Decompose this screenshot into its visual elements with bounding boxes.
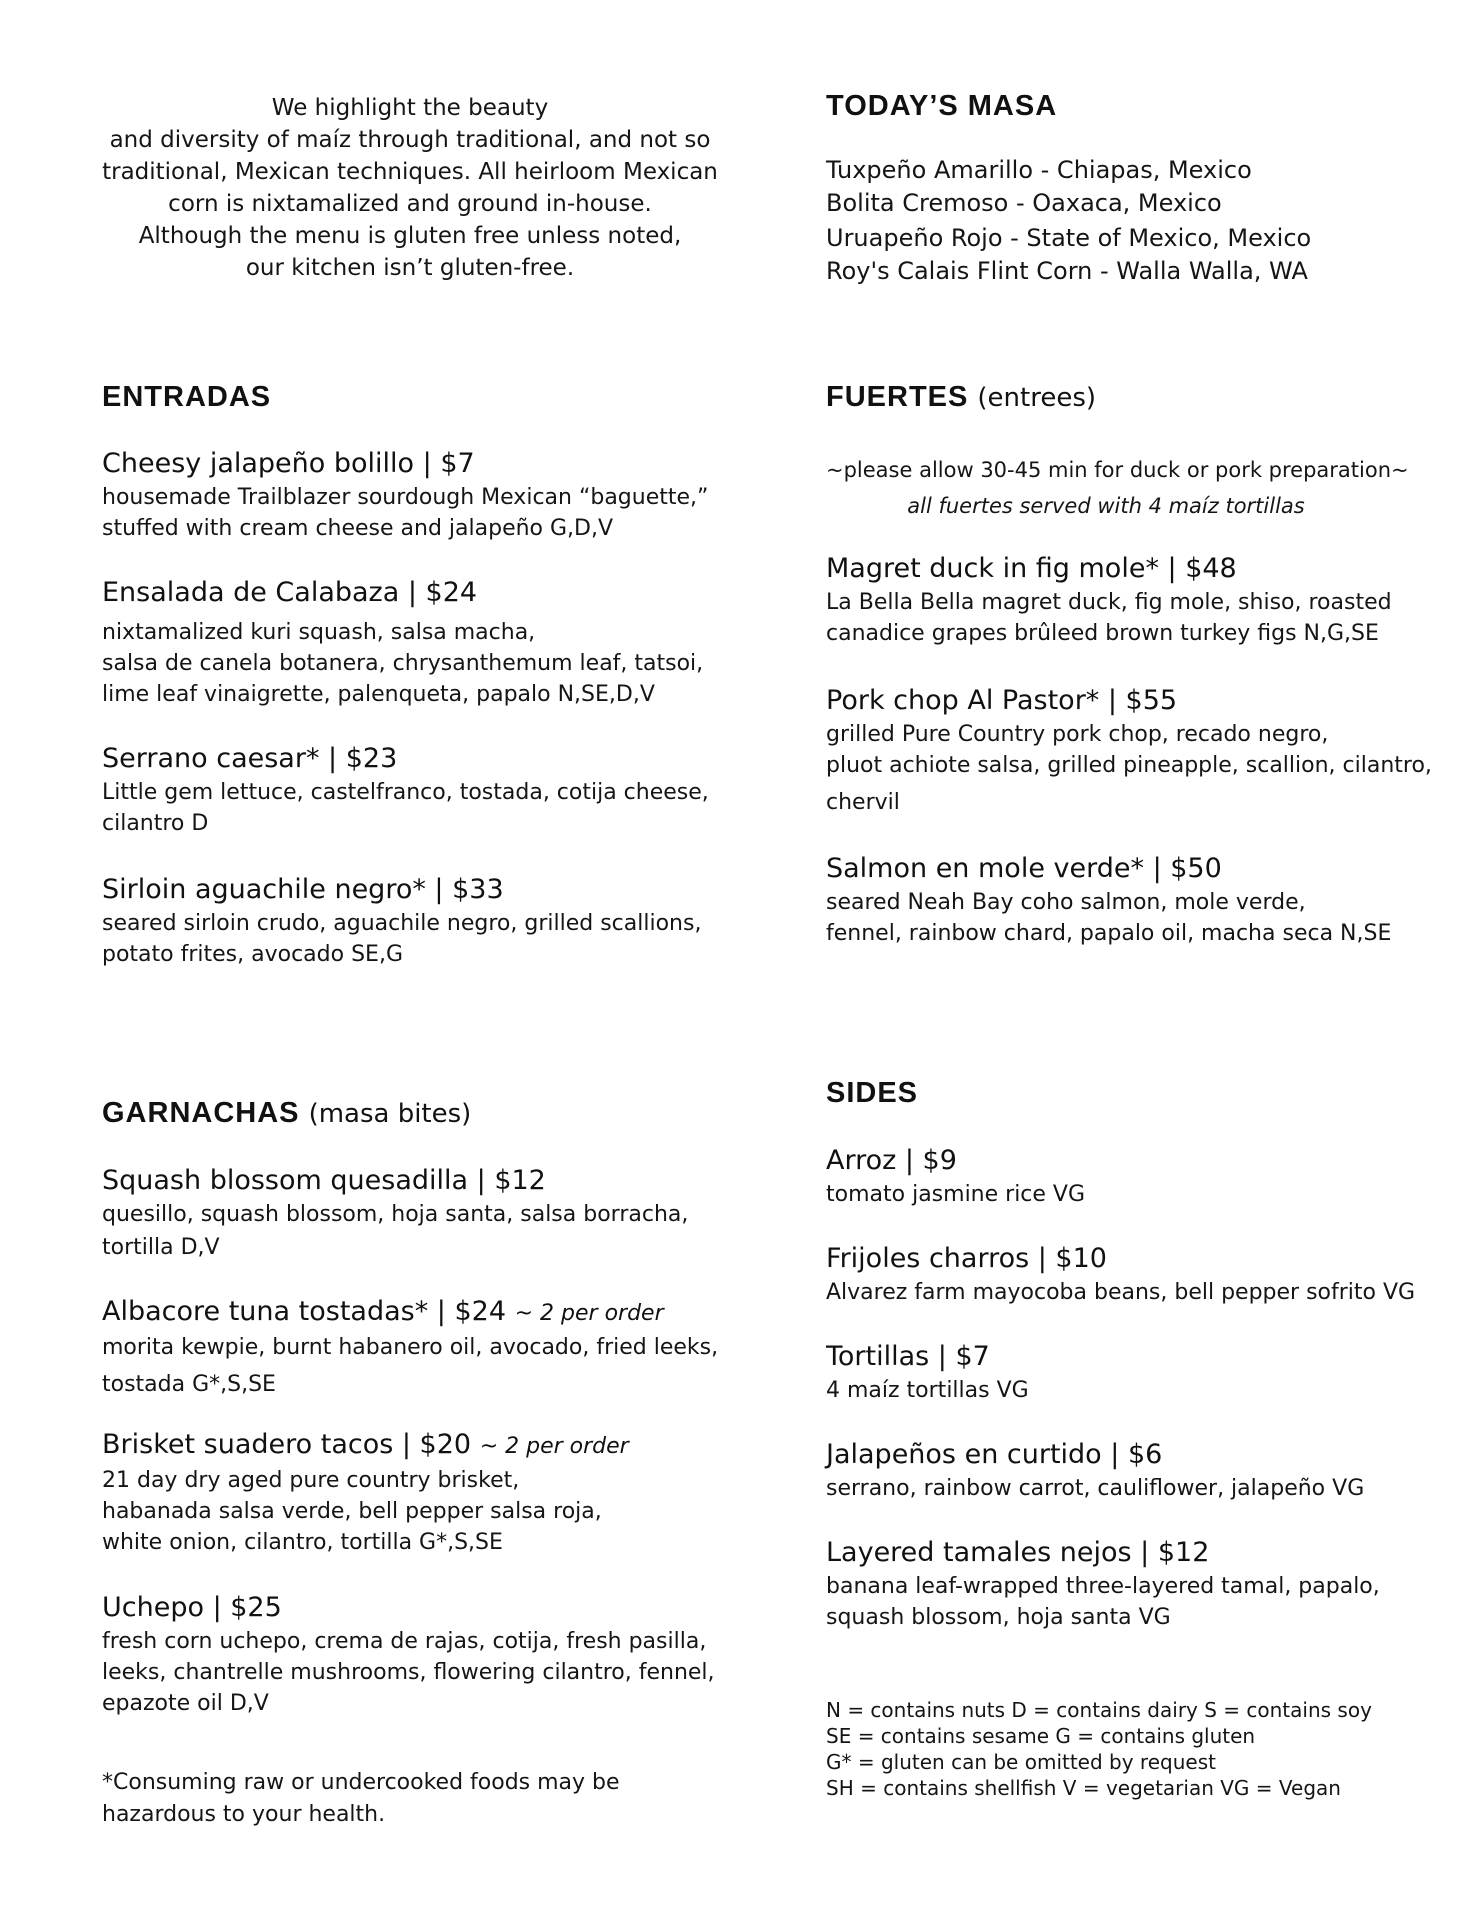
garnachas-subheading: (masa bites) — [308, 1099, 472, 1129]
masa-item: Bolita Cremoso - Oaxaca, Mexico — [826, 189, 1222, 217]
menu-item-desc — [102, 1626, 715, 1719]
menu-item — [102, 446, 708, 544]
entradas-heading: ENTRADAS — [102, 381, 272, 413]
menu-item-title: Tortillas | $7 — [826, 1341, 990, 1372]
disclaimer — [102, 1767, 620, 1831]
fuertes-note-italic: all fuertes served with 4 maíz tortillas — [907, 494, 1305, 518]
intro-line: traditional, Mexican techniques. All heirloom Mexican — [102, 159, 718, 185]
menu-item-desc — [102, 777, 709, 839]
menu-item-desc — [826, 587, 1392, 649]
desc-line: tortilla D,V — [102, 1235, 220, 1260]
menu-item — [826, 1143, 1085, 1210]
menu-item — [826, 1437, 1364, 1504]
menu-item-title-text: Albacore tuna tostadas* | $24 — [102, 1296, 507, 1327]
menu-item-title: Jalapeños en curtido | $6 — [826, 1439, 1163, 1470]
menu-item — [826, 551, 1392, 649]
legend-line: SH = contains shellfish V = vegetarian VG = Vegan — [826, 1776, 1341, 1800]
menu-item — [826, 683, 1432, 818]
menu-item-desc — [826, 1179, 1085, 1210]
menu-item-desc — [102, 1332, 718, 1400]
menu-item-note: ~ 2 per order — [479, 1434, 629, 1459]
desc-line: banana leaf-wrapped three-layered tamal, papalo, — [826, 1574, 1380, 1599]
desc-line: tomato jasmine rice VG — [826, 1182, 1086, 1207]
menu-item-desc — [826, 719, 1432, 818]
menu-item-note: ~ 2 per order — [514, 1301, 664, 1326]
desc-line: quesillo, squash blossom, hoja santa, salsa borracha, — [102, 1202, 689, 1227]
menu-item-title — [102, 1590, 715, 1626]
desc-line: habanada salsa verde, bell pepper salsa roja, — [102, 1499, 602, 1524]
fuertes-heading — [826, 381, 1096, 414]
menu-item-desc — [826, 887, 1391, 949]
desc-line: fennel, rainbow chard, papalo oil, macha seca N,SE — [826, 921, 1392, 946]
menu-item-title: Pork chop Al Pastor* | $55 — [826, 685, 1178, 716]
menu-item — [102, 1163, 688, 1263]
fuertes-subheading: (entrees) — [977, 383, 1097, 413]
menu-item-desc — [826, 1473, 1364, 1504]
legend-line: SE = contains sesame G = contains gluten — [826, 1724, 1256, 1748]
menu-item-desc — [102, 482, 708, 544]
masa-item: Roy's Calais Flint Corn - Walla Walla, WA — [826, 257, 1308, 285]
menu-item — [102, 1294, 718, 1400]
intro-line: We highlight the beauty — [271, 95, 549, 121]
desc-line: canadice grapes brûleed brown turkey figs N,G,SE — [826, 621, 1379, 646]
menu-item-title-text: Uchepo | $25 — [102, 1592, 282, 1623]
intro-line: Although the menu is gluten free unless noted, — [138, 223, 682, 249]
menu-item-title: Arroz | $9 — [826, 1145, 957, 1176]
desc-line: seared sirloin crudo, aguachile negro, grilled scallions, — [102, 911, 702, 936]
desc-line: morita kewpie, burnt habanero oil, avocado, fried leeks, — [102, 1335, 719, 1360]
disclaimer-line: hazardous to your health. — [102, 1802, 386, 1827]
intro-line: and diversity of maíz through traditional, and not so — [109, 127, 711, 153]
menu-item-title: Salmon en mole verde* | $50 — [826, 853, 1222, 884]
intro-line: our kitchen isn’t gluten-free. — [245, 255, 575, 281]
menu-item — [826, 1339, 1029, 1406]
menu-item — [102, 872, 701, 970]
masa-item: Tuxpeño Amarillo - Chiapas, Mexico — [826, 156, 1252, 184]
legend-line: G* = gluten can be omitted by request — [826, 1750, 1216, 1774]
desc-line: grilled Pure Country pork chop, recado negro, — [826, 722, 1329, 747]
menu-item-title: Serrano caesar* | $23 — [102, 743, 398, 774]
fuertes-heading-text: FUERTES — [826, 381, 969, 413]
masa-heading: TODAY’S MASA — [826, 90, 1058, 122]
desc-line: chervil — [826, 790, 900, 815]
desc-line: fresh corn uchepo, crema de rajas, cotija, fresh pasilla, — [102, 1629, 707, 1654]
desc-line: 21 day dry aged pure country brisket, — [102, 1468, 520, 1493]
disclaimer-line: *Consuming raw or undercooked foods may be — [102, 1770, 620, 1795]
menu-item — [826, 1241, 1415, 1308]
menu-item-desc — [102, 1199, 688, 1263]
menu-item-desc — [826, 1277, 1415, 1308]
desc-line: tostada G*,S,SE — [102, 1372, 276, 1397]
menu-item-desc — [826, 1571, 1380, 1633]
intro-line: corn is nixtamalized and ground in-house. — [168, 191, 652, 217]
intro-text — [90, 92, 730, 284]
menu-item — [102, 1590, 715, 1719]
desc-line: Alvarez farm mayocoba beans, bell pepper sofrito VG — [826, 1280, 1416, 1305]
legend-line: N = contains nuts D = contains dairy S = contains soy — [826, 1698, 1372, 1722]
menu-item — [102, 1427, 629, 1558]
menu-item-title: Sirloin aguachile negro* | $33 — [102, 874, 504, 905]
desc-line: squash blossom, hoja santa VG — [826, 1605, 1171, 1630]
menu-item-desc — [826, 1375, 1029, 1406]
desc-line: lime leaf vinaigrette, palenqueta, papalo N,SE,D,V — [102, 682, 655, 707]
menu-item-title — [102, 1427, 629, 1465]
menu-item-title: Frijoles charros | $10 — [826, 1243, 1107, 1274]
menu-item-desc — [102, 617, 703, 710]
desc-line: potato frites, avocado SE,G — [102, 942, 403, 967]
desc-line: seared Neah Bay coho salmon, mole verde, — [826, 890, 1306, 915]
menu-item-title: Ensalada de Calabaza | $24 — [102, 577, 478, 608]
menu-item-title — [102, 1294, 718, 1332]
desc-line: housemade Trailblazer sourdough Mexican “baguette,” — [102, 485, 709, 510]
desc-line: Little gem lettuce, castelfranco, tostada, cotija cheese, — [102, 780, 709, 805]
desc-line: cilantro D — [102, 811, 209, 836]
menu-item-desc — [102, 908, 701, 970]
garnachas-heading-text: GARNACHAS — [102, 1097, 300, 1129]
masa-item: Uruapeño Rojo - State of Mexico, Mexico — [826, 224, 1312, 252]
menu-item-title: Cheesy jalapeño bolillo | $7 — [102, 448, 475, 479]
desc-line: nixtamalized kuri squash, salsa macha, — [102, 620, 536, 645]
menu-item-title-text: Squash blossom quesadilla | $12 — [102, 1165, 546, 1196]
desc-line: serrano, rainbow carrot, cauliflower, jalapeño VG — [826, 1476, 1365, 1501]
masa-list — [826, 154, 1311, 288]
desc-line: white onion, cilantro, tortilla G*,S,SE — [102, 1530, 503, 1555]
menu-item — [826, 1535, 1380, 1633]
menu-item-desc — [102, 1465, 629, 1558]
garnachas-heading — [102, 1097, 471, 1130]
desc-line: salsa de canela botanera, chrysanthemum leaf, tatsoi, — [102, 651, 704, 676]
menu-item-title-text: Brisket suadero tacos | $20 — [102, 1429, 472, 1460]
desc-line: leeks, chantrelle mushrooms, flowering cilantro, fennel, — [102, 1660, 715, 1685]
menu-item-title: Layered tamales nejos | $12 — [826, 1537, 1210, 1568]
fuertes-note-line: ~please allow 30-45 min for duck or pork preparation~ — [826, 458, 1409, 482]
desc-line: pluot achiote salsa, grilled pineapple, scallion, cilantro, — [826, 753, 1432, 778]
desc-line: epazote oil D,V — [102, 1691, 269, 1716]
desc-line: stuffed with cream cheese and jalapeño G,D,V — [102, 516, 614, 541]
menu-item-title — [102, 1163, 688, 1199]
allergen-legend — [826, 1697, 1372, 1801]
sides-heading: SIDES — [826, 1077, 919, 1109]
menu-item — [102, 741, 709, 839]
fuertes-note — [826, 452, 1409, 524]
menu-item — [102, 575, 703, 710]
menu-item — [826, 851, 1391, 949]
menu-item-title: Magret duck in fig mole* | $48 — [826, 553, 1237, 584]
desc-line: La Bella Bella magret duck, fig mole, shiso, roasted — [826, 590, 1392, 615]
desc-line: 4 maíz tortillas VG — [826, 1378, 1029, 1403]
